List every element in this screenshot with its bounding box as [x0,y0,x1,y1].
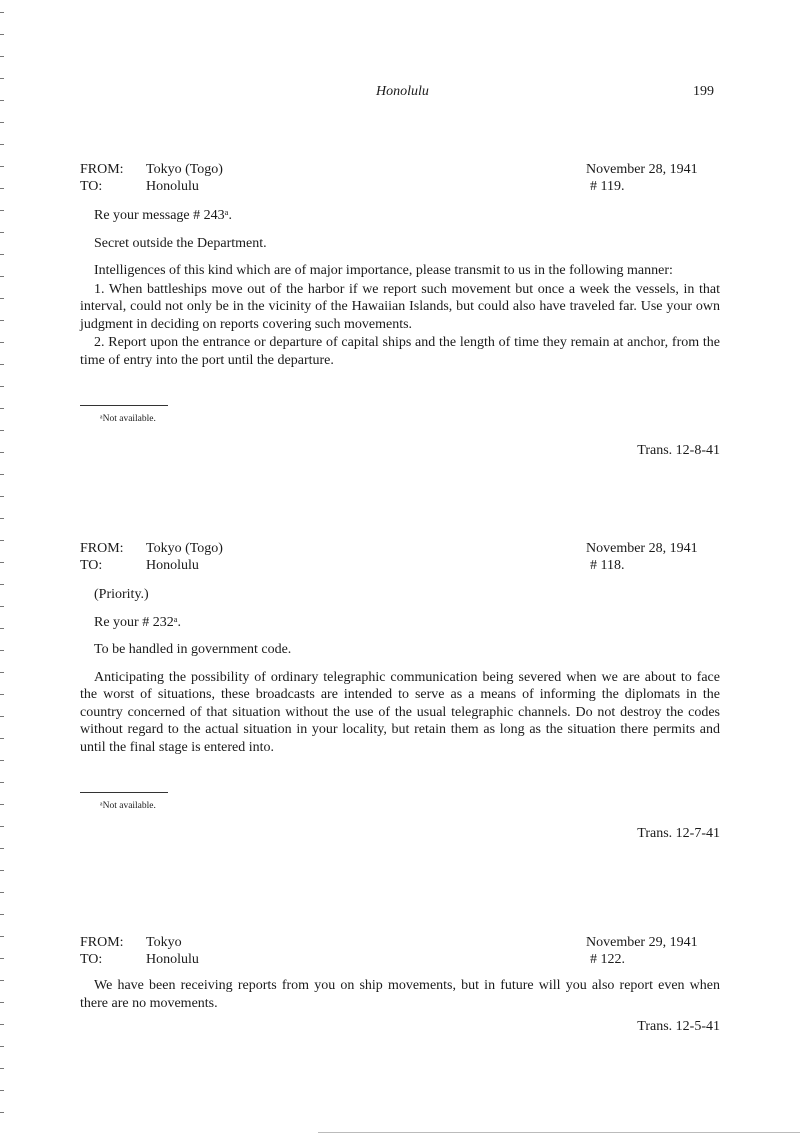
margin-tick [0,1002,4,1003]
margin-tick [0,342,4,343]
margin-tick [0,848,4,849]
margin-tick [0,452,4,453]
margin-tick [0,892,4,893]
margin-tick [0,694,4,695]
margin-tick [0,122,4,123]
date-number-block [586,934,698,968]
margin-tick [0,738,4,739]
margin-tick [0,562,4,563]
paragraph: Intelligences of this kind which are of major importance, please transmit to us in the following manner: [94,263,673,278]
from-value: Tokyo [146,935,182,950]
from-to-block [80,540,223,574]
footnote: ᵃNot available. [100,414,156,424]
margin-tick [0,210,4,211]
date-number-block [586,540,698,574]
message-header [80,161,720,195]
margin-tick [0,34,4,35]
paragraph: 1. When battleships move out of the harbor if we report such movement but once a week the vessels, in that interval, could not only be in the vicinity of the Hawaiian Islands, but could also have traveled far. Use your own judgment in deciding on reports covering such movements. [80,281,720,332]
margin-tick [0,782,4,783]
to-label: TO: [80,558,103,573]
scan-edge-line [318,1132,800,1133]
margin-tick [0,100,4,101]
margin-tick [0,276,4,277]
margin-tick [0,386,4,387]
message-number: # 118. [590,558,625,573]
translation-date: Trans. 12-7-41 [637,826,720,841]
to-label: TO: [80,179,103,194]
re-line: Re your # 232ᵃ. [94,614,182,630]
running-head: Honolulu [376,84,429,99]
translation-date: Trans. 12-5-41 [637,1019,720,1034]
to-label: TO: [80,952,103,967]
message-header [80,934,720,968]
margin-tick [0,78,4,79]
margin-tick [0,232,4,233]
margin-tick [0,1046,4,1047]
message-header [80,540,720,574]
paragraph: Anticipating the possibility of ordinary telegraphic communication being severed when we are about to face the worst of situations, these broadcasts are intended to serve as a means of informing the diplomats in the country concerned of that situation without the use of the usual telegraphic channels. Do not destroy the codes without regard to the actual situation in your locality, but retain them as long as the situation there permits and until the final stage is entered into. [80,669,720,755]
to-value: Honolulu [146,952,199,967]
margin-tick [0,408,4,409]
margin-tick [0,474,4,475]
footnote: ᵃNot available. [100,801,156,811]
handling-note: Secret outside the Department. [94,235,267,251]
message-date: November 28, 1941 [586,162,698,177]
margin-tick [0,584,4,585]
margin-tick [0,870,4,871]
margin-tick [0,936,4,937]
margin-tick [0,1112,4,1113]
message-date: November 29, 1941 [586,935,698,950]
margin-tick [0,56,4,57]
to-value: Honolulu [146,558,199,573]
handling-note: To be handled in government code. [94,642,292,657]
margin-tick [0,1090,4,1091]
paragraph: We have been receiving reports from you on ship movements, but in future will you also report even when there are no movements. [80,978,720,1011]
margin-tick [0,320,4,321]
margin-tick [0,144,4,145]
margin-tick [0,606,4,607]
margin-tick [0,804,4,805]
message-number: # 119. [590,179,625,194]
margin-tick [0,1024,4,1025]
margin-tick [0,650,4,651]
footnote-rule [80,792,168,793]
margin-tick [0,958,4,959]
margin-tick [0,980,4,981]
margin-tick [0,672,4,673]
from-to-block [80,161,223,195]
margin-tick [0,166,4,167]
margin-tick [0,914,4,915]
paragraph: 2. Report upon the entrance or departure of capital ships and the length of time they remain at anchor, from the time of entry into the port until the departure. [80,335,720,368]
translation-date: Trans. 12-8-41 [637,443,720,458]
priority-line: (Priority.) [94,587,149,602]
date-number-block [586,161,698,195]
from-value: Tokyo (Togo) [146,162,223,177]
margin-tick [0,496,4,497]
from-label: FROM: [80,541,124,556]
margin-tick [0,364,4,365]
margin-tick [0,760,4,761]
message-122 [80,934,720,1012]
margin-tick [0,12,4,13]
margin-tick [0,298,4,299]
message-118 [80,540,720,811]
re-line: Re your message # 243ᵃ. [94,208,232,223]
message-119 [80,161,720,424]
margin-tick [0,254,4,255]
margin-tick [0,826,4,827]
margin-tick [0,716,4,717]
footnote-rule [80,405,168,406]
page-number: 199 [693,84,714,99]
message-date: November 28, 1941 [586,541,698,556]
from-to-block [80,934,199,968]
from-label: FROM: [80,162,124,177]
margin-tick [0,188,4,189]
margin-tick [0,430,4,431]
margin-tick [0,518,4,519]
margin-tick [0,1068,4,1069]
message-number: # 122. [590,952,625,967]
to-value: Honolulu [146,179,199,194]
from-value: Tokyo (Togo) [146,541,223,556]
margin-tick [0,540,4,541]
from-label: FROM: [80,935,124,950]
margin-ticks [0,0,6,1134]
margin-tick [0,628,4,629]
